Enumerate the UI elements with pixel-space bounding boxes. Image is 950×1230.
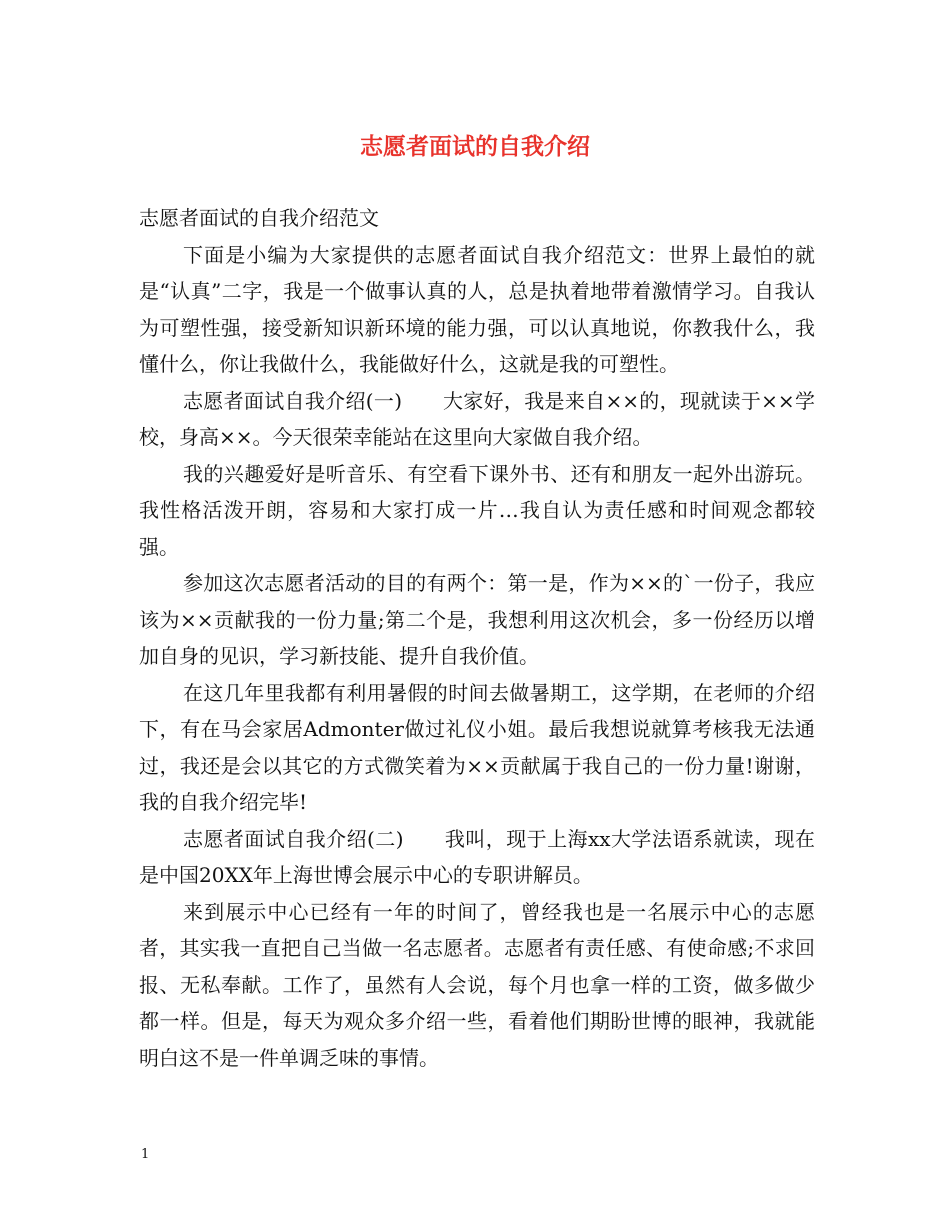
paragraph-experience: 在这几年里我都有利用暑假的时间去做暑期工，这学期，在老师的介绍下，有在马会家居Admonter做过礼仪小姐。最后我想说就算考核我无法通过，我还是会以其它的方式微笑着为××贡献属于我自己的一份力量!谢谢，我的自我介绍完毕! [139,680,815,814]
paragraph-sample-one-opening: 志愿者面试自我介绍(一) 大家好，我是来自××的，现就读于××学校，身高××。今天很荣幸能站在这里向大家做自我介绍。 [139,388,815,449]
document-title: 志愿者面试的自我介绍 [360,133,590,160]
paragraph-intro: 下面是小编为大家提供的志愿者面试自我介绍范文：世界上最怕的就是“认真”二字，我是一个做事认真的人，总是执着地带着激情学习。自我认为可塑性强，接受新知识新环境的能力强，可以认真地说，你教我什么，我懂什么，你让我做什么，我能做好什么，这就是我的可塑性。 [139,242,815,376]
paragraph-hobbies: 我的兴趣爱好是听音乐、有空看下课外书、还有和朋友一起外出游玩。我性格活泼开朗，容易和大家打成一片…我自认为责任感和时间观念都较强。 [139,461,815,559]
paragraph-sample-two-opening: 志愿者面试自我介绍(二) 我叫，现于上海xx大学法语系就读，现在是中国20XX年上海世博会展示中心的专职讲解员。 [139,826,815,887]
paragraph-volunteer-reflection: 来到展示中心已经有一年的时间了，曾经我也是一名展示中心的志愿者，其实我一直把自己当做一名志愿者。志愿者有责任感、有使命感;不求回报、无私奉献。工作了，虽然有人会说，每个月也拿一样的工资，做多做少都一样。但是，每天为观众多介绍一些，看着他们期盼世博的眼神，我就能明白这不是一件单调乏味的事情。 [139,899,815,1070]
paragraph-purpose: 参加这次志愿者活动的目的有两个：第一是，作为××的`一份子，我应该为××贡献我的一份力量;第二个是，我想利用这次机会，多一份经历以增加自身的见识，学习新技能、提升自我价值。 [139,571,815,668]
document-body [139,200,815,1076]
document-subtitle: 志愿者面试的自我介绍范文 [139,206,379,230]
page-number: 1 [141,1147,150,1162]
